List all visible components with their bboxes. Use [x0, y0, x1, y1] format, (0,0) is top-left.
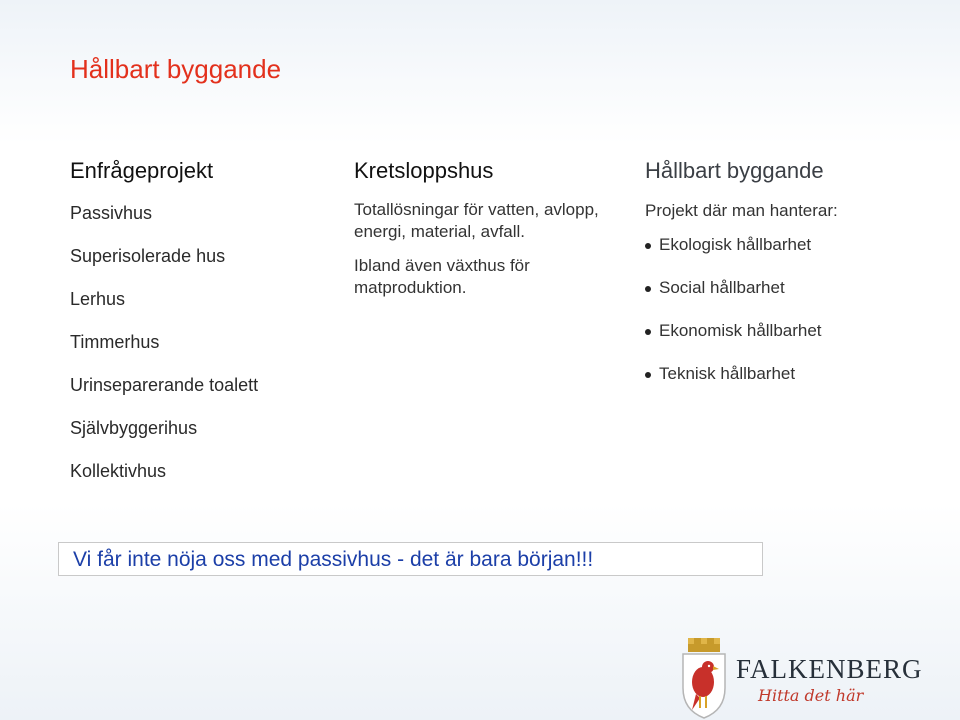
cycle-houses-heading: Kretsloppshus — [354, 158, 494, 183]
conclusion-banner: Vi får inte nöja oss med passivhus - det är bara början!!! — [58, 542, 763, 576]
bullet-dot-icon — [645, 329, 651, 335]
description-paragraph: Totallösningar för vatten, avlopp, energi, material, avfall. — [354, 200, 599, 241]
bullet-item — [645, 276, 945, 319]
bullet-dot-icon — [645, 372, 651, 378]
bullet-dot-icon — [645, 243, 651, 249]
list-item: Urinseparerande toalett — [70, 375, 259, 395]
sustainable-intro: Projekt där man hanterar: — [645, 201, 838, 220]
projects-column — [70, 157, 310, 500]
list-item: Passivhus — [70, 203, 153, 223]
slide-title: Hållbart byggande — [70, 54, 282, 84]
list-item: Superisolerade hus — [70, 246, 226, 266]
bullet-item — [645, 319, 945, 362]
list-item: Kollektivhus — [70, 461, 167, 481]
sustainability-bullets — [645, 233, 945, 405]
coat-of-arms-icon — [678, 636, 730, 720]
falkenberg-logo — [678, 636, 923, 720]
brand-name: FALKENBERG — [736, 654, 923, 684]
cycle-houses-column — [354, 157, 614, 311]
cycle-houses-description — [354, 199, 614, 299]
list-item: Timmerhus — [70, 332, 160, 352]
projects-heading: Enfrågeprojekt — [70, 158, 214, 183]
bullet-item — [645, 233, 945, 276]
bullet-dot-icon — [645, 286, 651, 292]
sustainable-heading: Hållbart byggande — [645, 158, 824, 183]
bullet-text: Teknisk hållbarhet — [659, 364, 796, 383]
bullet-text: Social hållbarhet — [659, 278, 785, 297]
description-paragraph: Ibland även växthus för matproduktion. — [354, 256, 530, 297]
list-item: Självbyggerihus — [70, 418, 198, 438]
bullet-text: Ekonomisk hållbarhet — [659, 321, 822, 340]
bullet-text: Ekologisk hållbarhet — [659, 235, 812, 254]
bullet-item — [645, 362, 945, 405]
list-item: Lerhus — [70, 289, 126, 309]
sustainable-column — [645, 157, 945, 405]
projects-list — [70, 199, 310, 500]
brand-tagline: Hitta det här — [758, 686, 864, 705]
